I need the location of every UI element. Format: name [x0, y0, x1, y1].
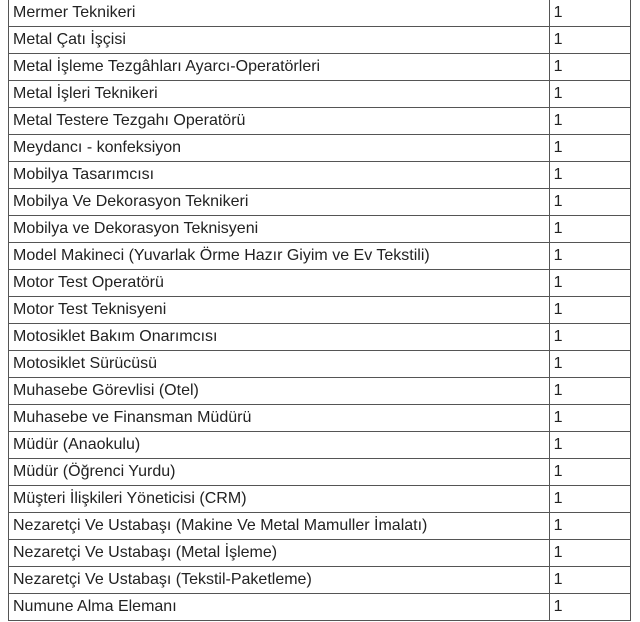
- occupation-name-cell: Müdür (Anaokulu): [9, 432, 550, 459]
- table-row: [9, 54, 631, 81]
- table-row: [9, 243, 631, 270]
- count-cell: 1: [549, 540, 630, 567]
- table-row: [9, 216, 631, 243]
- occupation-name-cell: Müşteri İlişkileri Yöneticisi (CRM): [9, 486, 550, 513]
- count-cell: 1: [549, 459, 630, 486]
- occupation-name-cell: Metal İşleri Teknikeri: [9, 81, 550, 108]
- count-cell: 1: [549, 378, 630, 405]
- table-row: [9, 486, 631, 513]
- table-row: [9, 459, 631, 486]
- occupation-name-cell: Motor Test Operatörü: [9, 270, 550, 297]
- count-cell: 1: [549, 243, 630, 270]
- occupation-name-cell: Nezaretçi Ve Ustabaşı (Metal İşleme): [9, 540, 550, 567]
- count-cell: 1: [549, 27, 630, 54]
- occupation-name-cell: Metal Çatı İşçisi: [9, 27, 550, 54]
- occupation-name-cell: Metal İşleme Tezgâhları Ayarcı-Operatörleri: [9, 54, 550, 81]
- occupation-name-cell: Numune Alma Elemanı: [9, 594, 550, 621]
- count-cell: 1: [549, 405, 630, 432]
- count-cell: 1: [549, 189, 630, 216]
- occupation-name-cell: Motosiklet Bakım Onarımcısı: [9, 324, 550, 351]
- occupation-name-cell: Mobilya ve Dekorasyon Teknisyeni: [9, 216, 550, 243]
- count-cell: 1: [549, 108, 630, 135]
- table-row: [9, 405, 631, 432]
- count-cell: 1: [549, 351, 630, 378]
- table-row: [9, 135, 631, 162]
- count-cell: 1: [549, 513, 630, 540]
- occupation-name-cell: Müdür (Öğrenci Yurdu): [9, 459, 550, 486]
- table-row: [9, 0, 631, 27]
- count-cell: 1: [549, 81, 630, 108]
- table-row: [9, 432, 631, 459]
- occupation-name-cell: Muhasebe ve Finansman Müdürü: [9, 405, 550, 432]
- occupation-name-cell: Mobilya Ve Dekorasyon Teknikeri: [9, 189, 550, 216]
- count-cell: 1: [549, 594, 630, 621]
- occupation-name-cell: Meydancı - konfeksiyon: [9, 135, 550, 162]
- table-container: [8, 0, 631, 621]
- table-row: [9, 27, 631, 54]
- count-cell: 1: [549, 162, 630, 189]
- table-row: [9, 108, 631, 135]
- count-cell: 1: [549, 486, 630, 513]
- count-cell: 1: [549, 432, 630, 459]
- occupation-name-cell: Nezaretçi Ve Ustabaşı (Makine Ve Metal Mamuller İmalatı): [9, 513, 550, 540]
- count-cell: 1: [549, 297, 630, 324]
- occupation-name-cell: Mermer Teknikeri: [9, 0, 550, 27]
- occupation-name-cell: Motosiklet Sürücüsü: [9, 351, 550, 378]
- occupation-table: [8, 0, 631, 621]
- occupation-name-cell: Nezaretçi Ve Ustabaşı (Tekstil-Paketleme): [9, 567, 550, 594]
- table-row: [9, 324, 631, 351]
- count-cell: 1: [549, 216, 630, 243]
- count-cell: 1: [549, 135, 630, 162]
- count-cell: 1: [549, 324, 630, 351]
- table-row: [9, 351, 631, 378]
- table-row: [9, 81, 631, 108]
- occupation-name-cell: Muhasebe Görevlisi (Otel): [9, 378, 550, 405]
- count-cell: 1: [549, 54, 630, 81]
- table-row: [9, 513, 631, 540]
- count-cell: 1: [549, 567, 630, 594]
- occupation-name-cell: Metal Testere Tezgahı Operatörü: [9, 108, 550, 135]
- occupation-name-cell: Motor Test Teknisyeni: [9, 297, 550, 324]
- table-row: [9, 540, 631, 567]
- table-row: [9, 594, 631, 621]
- count-cell: 1: [549, 270, 630, 297]
- occupation-name-cell: Mobilya Tasarımcısı: [9, 162, 550, 189]
- table-row: [9, 162, 631, 189]
- table-row: [9, 189, 631, 216]
- table-row: [9, 567, 631, 594]
- count-cell: 1: [549, 0, 630, 27]
- table-row: [9, 297, 631, 324]
- occupation-name-cell: Model Makineci (Yuvarlak Örme Hazır Giyim ve Ev Tekstili): [9, 243, 550, 270]
- table-row: [9, 270, 631, 297]
- table-row: [9, 378, 631, 405]
- table-body: [9, 0, 631, 621]
